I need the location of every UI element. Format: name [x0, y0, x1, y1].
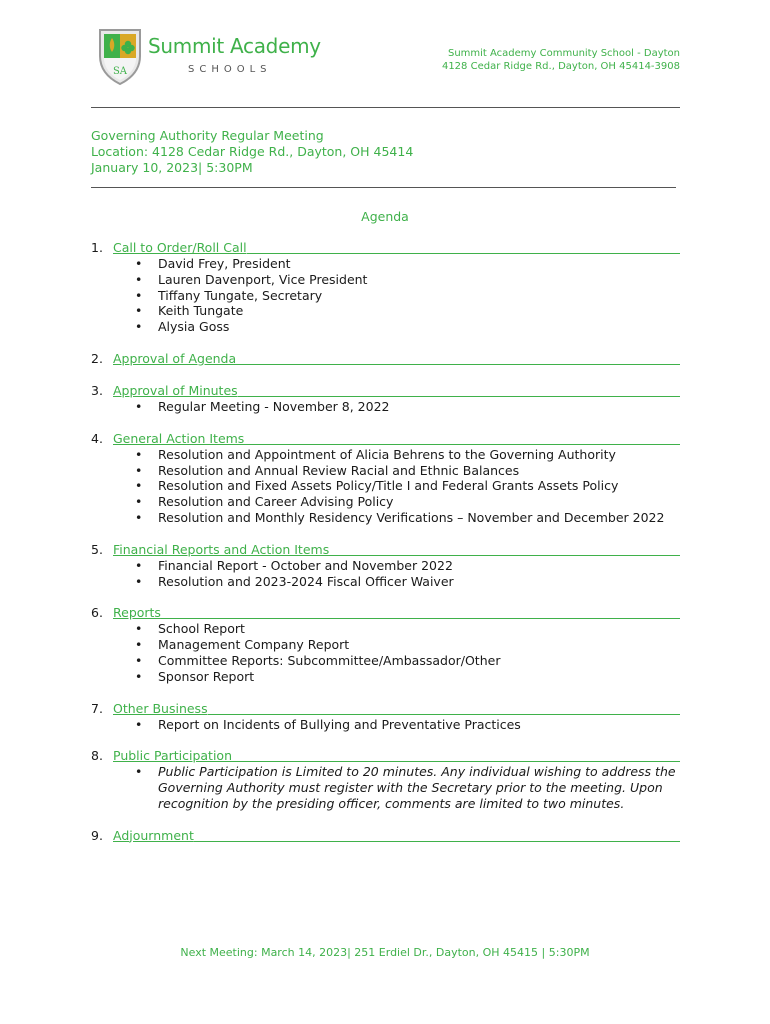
agenda-subitem: • Resolution and Career Advising Policy [135, 494, 680, 510]
agenda-section [91, 542, 680, 590]
agenda-item-number: 1. [91, 240, 103, 255]
agenda-subitem: • Resolution and Fixed Assets Policy/Title I and Federal Grants Assets Policy [135, 478, 680, 494]
agenda-item-number: 7. [91, 700, 103, 716]
agenda-section-heading [91, 542, 680, 558]
agenda-list [91, 240, 680, 860]
title-underline-rule [161, 618, 680, 619]
title-underline-rule [232, 761, 680, 762]
agenda-subitem: • Alysia Goss [135, 319, 680, 335]
agenda-item-title: Approval of Minutes [113, 382, 238, 398]
agenda-item-number: 2. [91, 350, 103, 366]
agenda-section-heading [91, 240, 680, 256]
agenda-section [91, 240, 680, 335]
school-name-line: Summit Academy Community School - Dayton [447, 48, 680, 59]
school-address-block [442, 47, 680, 73]
shield-crest-icon [96, 26, 144, 86]
title-underline-rule [208, 714, 680, 715]
agenda-section-heading [91, 383, 680, 399]
agenda-section [91, 351, 680, 367]
agenda-subitem: • Resolution and Monthly Residency Verifications – November and December 2022 [135, 510, 680, 526]
agenda-section [91, 828, 680, 844]
agenda-item-title: Call to Order/Roll Call [113, 240, 247, 255]
agenda-subitem: • Lauren Davenport, Vice President [135, 272, 680, 288]
title-underline-rule [194, 841, 680, 842]
agenda-subitem: • David Frey, President [135, 256, 680, 272]
agenda-subitem: • Keith Tungate [135, 303, 680, 319]
agenda-section-heading [91, 431, 680, 447]
agenda-item-number: 4. [91, 430, 103, 446]
agenda-subitem: • School Report [135, 621, 680, 637]
header-divider [91, 107, 680, 108]
agenda-item-title: Public Participation [113, 748, 233, 764]
logo-subtitle: SCHOOLS [188, 64, 272, 75]
agenda-section-heading [91, 605, 680, 621]
agenda-subitems [91, 764, 680, 811]
agenda-subitem: • Public Participation is Limited to 20 minutes. Any individual wishing to address the Governing Authority must register with the Secretary prior to the meeting. Upon recognition by the presiding officer, comments are limited to two minutes. [135, 764, 680, 811]
agenda-subitem: • Committee Reports: Subcommittee/Ambassador/Other [135, 653, 680, 669]
agenda-item-title: Other Business [113, 700, 208, 716]
agenda-item-number: 5. [91, 541, 103, 557]
agenda-subitem: • Sponsor Report [135, 669, 680, 685]
agenda-subitem: • Resolution and Appointment of Alicia Behrens to the Governing Authority [135, 447, 680, 463]
meeting-location: Location: 4128 Cedar Ridge Rd., Dayton, OH 45414 [91, 144, 414, 159]
agenda-item-title: Approval of Agenda [113, 350, 237, 366]
agenda-subitems [91, 447, 680, 526]
agenda-section [91, 701, 680, 733]
school-logo [96, 26, 321, 88]
agenda-section-heading [91, 748, 680, 764]
agenda-section-heading [91, 701, 680, 717]
agenda-section-heading [91, 828, 680, 844]
agenda-subitem: • Tiffany Tungate, Secretary [135, 288, 680, 304]
title-underline-rule [244, 444, 680, 445]
agenda-item-title: Financial Reports and Action Items [113, 541, 330, 557]
agenda-subitem: • Resolution and Annual Review Racial and Ethnic Balances [135, 463, 680, 479]
agenda-subitem: • Management Company Report [135, 637, 680, 653]
logo-name: Summit Academy [148, 34, 321, 58]
agenda-subitems [91, 399, 680, 415]
next-meeting-footer: Next Meeting: March 14, 2023| 251 Erdiel Dr., Dayton, OH 45415 | 5:30PM [180, 946, 590, 959]
agenda-item-number: 8. [91, 748, 103, 764]
agenda-section-heading [91, 351, 680, 367]
agenda-subitems [91, 621, 680, 684]
agenda-item-number: 9. [91, 827, 103, 843]
agenda-subitem: • Financial Report - October and November 2022 [135, 558, 680, 574]
title-underline-rule [236, 364, 680, 365]
agenda-subitems [91, 558, 680, 590]
logo-monogram: SA [112, 66, 128, 77]
meeting-info [91, 128, 413, 176]
agenda-item-title: Adjournment [113, 827, 194, 843]
agenda-item-number: 3. [91, 382, 103, 398]
title-underline-rule [238, 396, 680, 397]
agenda-item-title: Reports [113, 605, 161, 621]
agenda-section [91, 748, 680, 811]
meeting-date: January 10, 2023| 5:30PM [91, 160, 253, 175]
agenda-section [91, 431, 680, 526]
school-address-line: 4128 Cedar Ridge Rd., Dayton, OH 45414-3908 [441, 61, 680, 72]
agenda-item-number: 6. [91, 605, 103, 621]
title-underline-rule [329, 555, 680, 556]
agenda-subitems [91, 717, 680, 733]
agenda-subitems [91, 256, 680, 335]
title-underline-rule [247, 253, 680, 254]
agenda-section [91, 605, 680, 684]
meeting-divider [91, 187, 676, 188]
meeting-title: Governing Authority Regular Meeting [91, 128, 324, 143]
agenda-subitem: • Regular Meeting - November 8, 2022 [135, 399, 680, 415]
agenda-item-title: General Action Items [113, 430, 245, 446]
agenda-subitem: • Report on Incidents of Bullying and Preventative Practices [135, 717, 680, 733]
agenda-subitem: • Resolution and 2023-2024 Fiscal Officer Waiver [135, 574, 680, 590]
agenda-title: Agenda [361, 209, 409, 224]
agenda-section [91, 383, 680, 415]
